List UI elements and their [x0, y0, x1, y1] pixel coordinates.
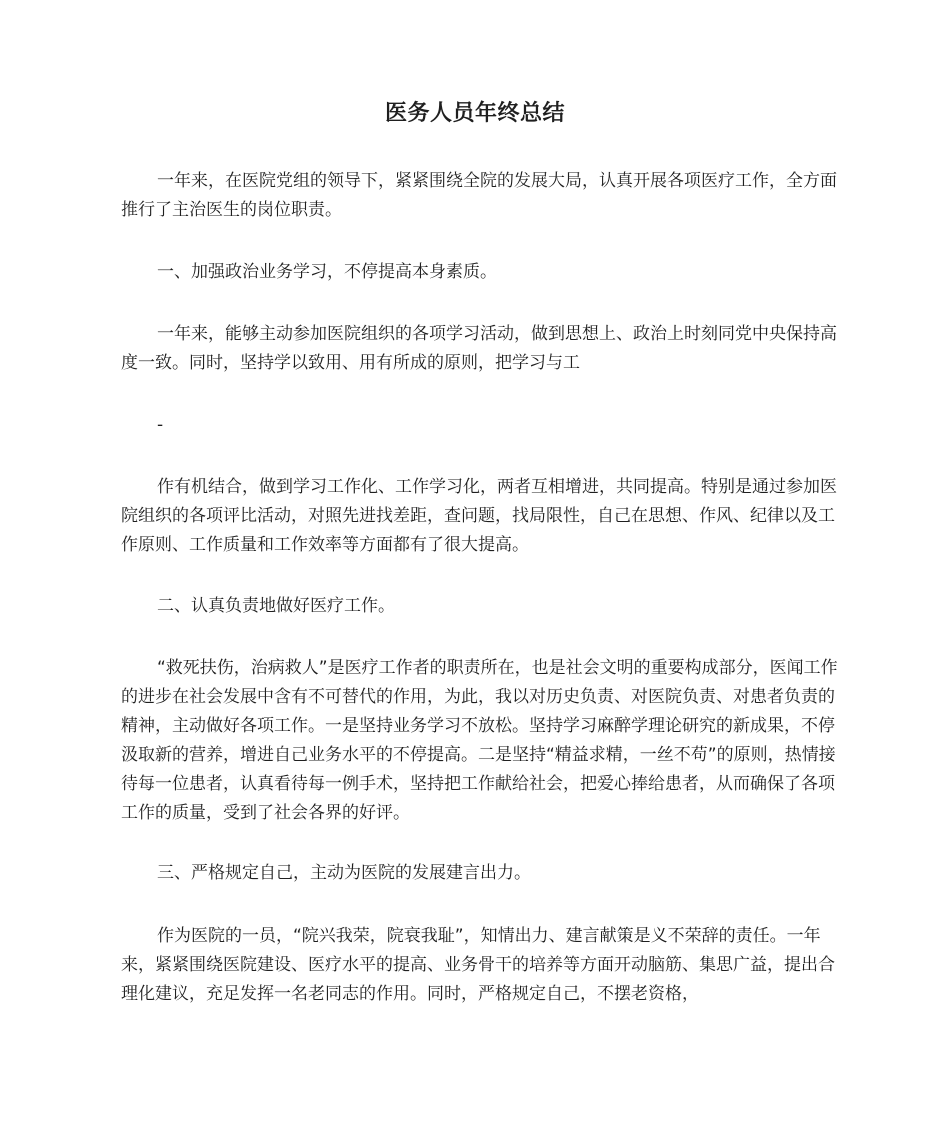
section-heading-1: 一、加强政治业务学习，不停提高本身素质。 [157, 262, 497, 282]
paragraph-section2: “救死扶伤，治病救人”是医疗工作者的职责所在，也是社会文明的重要构成部分，医闻工作的进步在社会发展中含有不可替代的作用，为此，我以对历史负责、对医院负责、对患者负责的精神，主动做好各项工作。一是坚持业务学习不放松。坚持学习麻醉学理论研究的新成果，不停汲取新的营养，增进自己业务水平的不停提高。二是坚持“精益求精，一丝不苟”的原则，热情接待每一位患者，认真看待每一例手术，坚持把工作献给社会，把爱心捧给患者，从而确保了各项工作的质量，受到了社会各界的好评。 [121, 658, 838, 823]
section-heading-2: 二、认真负责地做好医疗工作。 [157, 596, 395, 616]
paragraph-intro: 一年来，在医院党组的领导下，紧紧围绕全院的发展大局，认真开展各项医疗工作，全方面推行了主治医生的岗位职责。 [121, 171, 837, 220]
section-heading-3: 三、严格规定自己，主动为医院的发展建言出力。 [157, 863, 531, 883]
document-title: 医务人员年终总结 [384, 101, 565, 126]
paragraph-section3: 作为医院的一员，“院兴我荣，院衰我耻”，知情出力、建言献策是义不荣辞的责任。一年来，紧紧围绕医院建设、医疗水平的提高、业务骨干的培养等方面开动脑筋、集思广益，提出合理化建议，充足发挥一名老同志的作用。同时，严格规定自己，不摆老资格， [121, 926, 835, 1004]
paragraph-section1-part1: 一年来，能够主动参加医院组织的各项学习活动，做到思想上、政治上时刻同党中央保持高度一致。同时，坚持学以致用、用有所成的原则，把学习与工 [121, 324, 837, 373]
page-break-dash: - [157, 415, 164, 435]
paragraph-section1-part2: 作有机结合，做到学习工作化、工作学习化，两者互相增进，共同提高。特别是通过参加医院组织的各项评比活动，对照先进找差距，查问题，找局限性，自己在思想、作风、纪律以及工作原则、工作质量和工作效率等方面都有了很大提高。 [121, 477, 837, 555]
